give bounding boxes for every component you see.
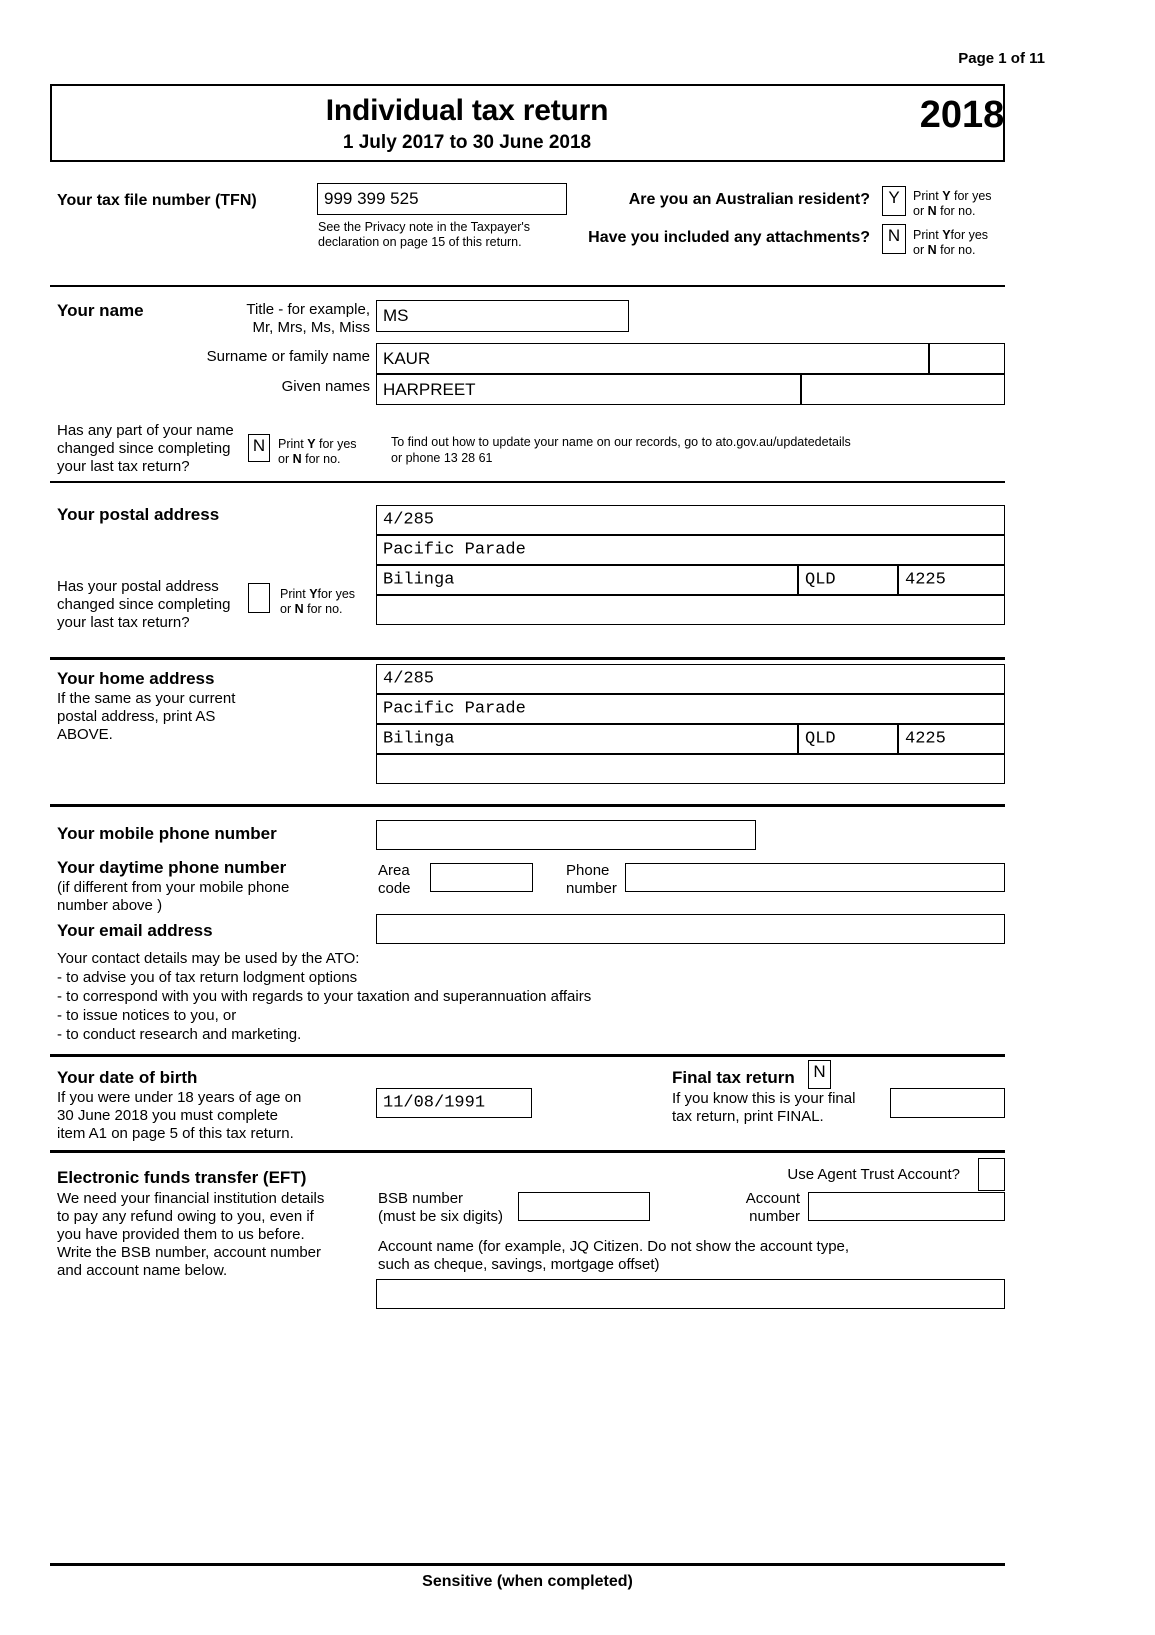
- dob-note-line1: If you were under 18 years of age on: [57, 1089, 302, 1106]
- section-divider-1: [50, 285, 1005, 287]
- attachments-hint-line1: Print Yfor yes: [913, 228, 989, 242]
- postal-address-line1-input[interactable]: [376, 505, 1005, 535]
- postal-changed-hint-line2: or N for no.: [280, 602, 343, 616]
- daytime-phone-note-line1: (if different from your mobile phone: [57, 879, 290, 896]
- given-names-box-divider: [800, 374, 802, 405]
- postal-changed-answer-box[interactable]: [248, 583, 270, 613]
- dob-value: 11/08/1991: [383, 1093, 486, 1113]
- title-banner: [50, 84, 1005, 162]
- section-divider-4: [50, 804, 1005, 807]
- contact-usage-line5: - to conduct research and marketing.: [57, 1026, 302, 1043]
- home-address-suburb-input[interactable]: [376, 724, 798, 754]
- title-value: MS: [383, 306, 409, 325]
- bsb-label-line2: (must be six digits): [378, 1208, 504, 1225]
- eft-heading: Electronic funds transfer (EFT): [57, 1168, 307, 1187]
- given-names-label: Given names: [281, 378, 370, 395]
- area-code-label-line2: code: [378, 880, 411, 897]
- bsb-label-line1: BSB number: [378, 1190, 464, 1207]
- resident-answer-value: Y: [888, 188, 900, 207]
- postal-address-postcode-input[interactable]: [898, 565, 1005, 595]
- page-title: Individual tax return: [325, 94, 609, 127]
- resident-question: Are you an Australian resident?: [628, 191, 870, 208]
- mobile-phone-label: Your mobile phone number: [57, 824, 277, 843]
- area-code-label-line1: Area: [378, 862, 410, 879]
- eft-note-line2: to pay any refund owing to you, even if: [57, 1208, 314, 1225]
- home-address-line4-input[interactable]: [376, 754, 1005, 784]
- agent-trust-checkbox[interactable]: [978, 1158, 1005, 1191]
- name-changed-hint-line2: or N for no.: [278, 452, 341, 466]
- name-changed-line3: your last tax return?: [57, 458, 190, 475]
- title-input[interactable]: [376, 300, 629, 332]
- account-name-input[interactable]: [376, 1279, 1005, 1309]
- phone-number-label-line2: number: [566, 880, 617, 897]
- name-changed-answer-box[interactable]: [248, 434, 270, 462]
- home-address-state-value: QLD: [805, 729, 836, 749]
- postal-changed-line2: changed since completing: [57, 596, 231, 613]
- postal-address-state-input[interactable]: [798, 565, 898, 595]
- postal-address-postcode-value: 4225: [905, 570, 946, 590]
- eft-note-line5: and account name below.: [57, 1262, 228, 1279]
- eft-note-line4: Write the BSB number, account number: [57, 1244, 322, 1261]
- contact-usage-line2: - to advise you of tax return lodgment options: [57, 969, 358, 986]
- home-address-heading: Your home address: [57, 669, 215, 688]
- tfn-privacy-note-line1: See the Privacy note in the Taxpayer's: [318, 220, 530, 234]
- final-return-note-line1: If you know this is your final: [672, 1090, 856, 1107]
- page-indicator: Page 1 of 11: [958, 50, 1045, 67]
- email-input[interactable]: [376, 914, 1005, 944]
- home-address-state-input[interactable]: [798, 724, 898, 754]
- home-address-line2-input[interactable]: [376, 694, 1005, 724]
- year-label: 2018: [919, 94, 1005, 136]
- final-return-flag-box[interactable]: [808, 1060, 831, 1089]
- surname-value: KAUR: [383, 348, 431, 368]
- home-address-line1-input[interactable]: [376, 664, 1005, 694]
- account-number-label-line2: number: [749, 1208, 800, 1225]
- bsb-input[interactable]: [518, 1192, 650, 1221]
- contact-usage-line3: - to correspond with you with regards to your taxation and superannuation affairs: [57, 988, 592, 1005]
- name-changed-hint-line1: Print Y for yes: [278, 437, 357, 451]
- title-label-line1: Title - for example,: [246, 301, 370, 318]
- name-changed-answer-value: N: [252, 436, 266, 455]
- name-update-note-line1: To find out how to update your name on our records, go to ato.gov.au/updatedetails: [391, 435, 851, 449]
- contact-usage-line1: Your contact details may be used by the ATO:: [57, 950, 360, 967]
- final-return-input[interactable]: [890, 1088, 1005, 1118]
- phone-number-input[interactable]: [625, 863, 1005, 892]
- postal-address-line2-input[interactable]: [376, 535, 1005, 565]
- footer-divider: [50, 1563, 1005, 1566]
- area-code-input[interactable]: [430, 863, 533, 892]
- name-section-heading: Your name: [57, 301, 144, 320]
- postal-address-line1-value: 4/285: [383, 510, 435, 530]
- home-address-note-line2: postal address, print AS: [57, 708, 216, 725]
- postal-address-line4-input[interactable]: [376, 595, 1005, 625]
- postal-address-suburb-value: Bilinga: [383, 570, 455, 590]
- tfn-input[interactable]: [317, 183, 567, 215]
- title-label-line2: Mr, Mrs, Ms, Miss: [252, 319, 370, 336]
- mobile-phone-input[interactable]: [376, 820, 756, 850]
- dob-heading: Your date of birth: [57, 1068, 198, 1087]
- name-update-note-line2: or phone 13 28 61: [391, 451, 493, 465]
- daytime-phone-label: Your daytime phone number: [57, 858, 287, 877]
- given-names-input[interactable]: [376, 374, 1005, 405]
- home-address-line2-value: Pacific Parade: [383, 699, 526, 719]
- given-names-value: HARPREET: [383, 379, 476, 399]
- postal-address-suburb-input[interactable]: [376, 565, 798, 595]
- account-number-label-line1: Account: [745, 1190, 800, 1207]
- section-divider-6: [50, 1150, 1005, 1153]
- footer-sensitive-label: Sensitive (when completed): [422, 1573, 633, 1590]
- postal-address-state-value: QLD: [805, 570, 836, 590]
- home-address-line1-value: 4/285: [383, 669, 435, 689]
- surname-input[interactable]: [376, 343, 1005, 374]
- postal-changed-line1: Has your postal address: [57, 578, 219, 595]
- section-divider-5: [50, 1054, 1005, 1057]
- tfn-value: 999 399 525: [324, 189, 419, 208]
- postal-changed-hint-line1: Print Yfor yes: [280, 587, 356, 601]
- account-number-input[interactable]: [808, 1192, 1005, 1221]
- attachments-hint-line2: or N for no.: [913, 243, 976, 257]
- postal-address-heading: Your postal address: [57, 505, 220, 524]
- eft-note-line3: you have provided them to us before.: [57, 1226, 305, 1243]
- surname-label: Surname or family name: [206, 348, 370, 365]
- final-return-note-line2: tax return, print FINAL.: [672, 1108, 824, 1125]
- attachments-question: Have you included any attachments?: [588, 229, 870, 246]
- account-name-note-line1: Account name (for example, JQ Citizen. Do not show the account type,: [378, 1238, 850, 1255]
- email-label: Your email address: [57, 921, 213, 940]
- resident-hint-line2: or N for no.: [913, 204, 976, 218]
- home-address-postcode-value: 4225: [905, 729, 946, 749]
- agent-trust-label: Use Agent Trust Account?: [787, 1166, 960, 1183]
- resident-answer-box[interactable]: [882, 186, 906, 216]
- eft-note-line1: We need your financial institution details: [57, 1190, 325, 1207]
- tfn-label: Your tax file number (TFN): [57, 192, 257, 209]
- contact-usage-line4: - to issue notices to you, or: [57, 1007, 237, 1024]
- period-subtitle: 1 July 2017 to 30 June 2018: [342, 132, 592, 153]
- attachments-answer-box[interactable]: [882, 224, 906, 254]
- home-address-note-line1: If the same as your current: [57, 690, 236, 707]
- dob-note-line3: item A1 on page 5 of this tax return.: [57, 1125, 294, 1142]
- account-name-note-line2: such as cheque, savings, mortgage offset): [378, 1256, 660, 1273]
- postal-address-line2-value: Pacific Parade: [383, 540, 526, 560]
- home-address-note-line3: ABOVE.: [57, 726, 113, 743]
- section-divider-2: [50, 481, 1005, 483]
- name-changed-line1: Has any part of your name: [57, 422, 234, 439]
- final-return-heading: Final tax return: [672, 1068, 795, 1087]
- dob-input[interactable]: [376, 1088, 532, 1118]
- dob-note-line2: 30 June 2018 you must complete: [57, 1107, 278, 1124]
- attachments-answer-value: N: [887, 226, 901, 245]
- tfn-privacy-note-line2: declaration on page 15 of this return.: [318, 235, 522, 249]
- home-address-suburb-value: Bilinga: [383, 729, 455, 749]
- section-divider-3: [50, 657, 1005, 660]
- daytime-phone-note-line2: number above ): [57, 897, 163, 914]
- home-address-postcode-input[interactable]: [898, 724, 1005, 754]
- final-return-flag-value: N: [813, 1062, 826, 1081]
- resident-hint-line1: Print Y for yes: [913, 189, 992, 203]
- name-changed-line2: changed since completing: [57, 440, 231, 457]
- phone-number-label-line1: Phone: [566, 862, 610, 879]
- postal-changed-line3: your last tax return?: [57, 614, 190, 631]
- surname-box-divider: [928, 343, 930, 374]
